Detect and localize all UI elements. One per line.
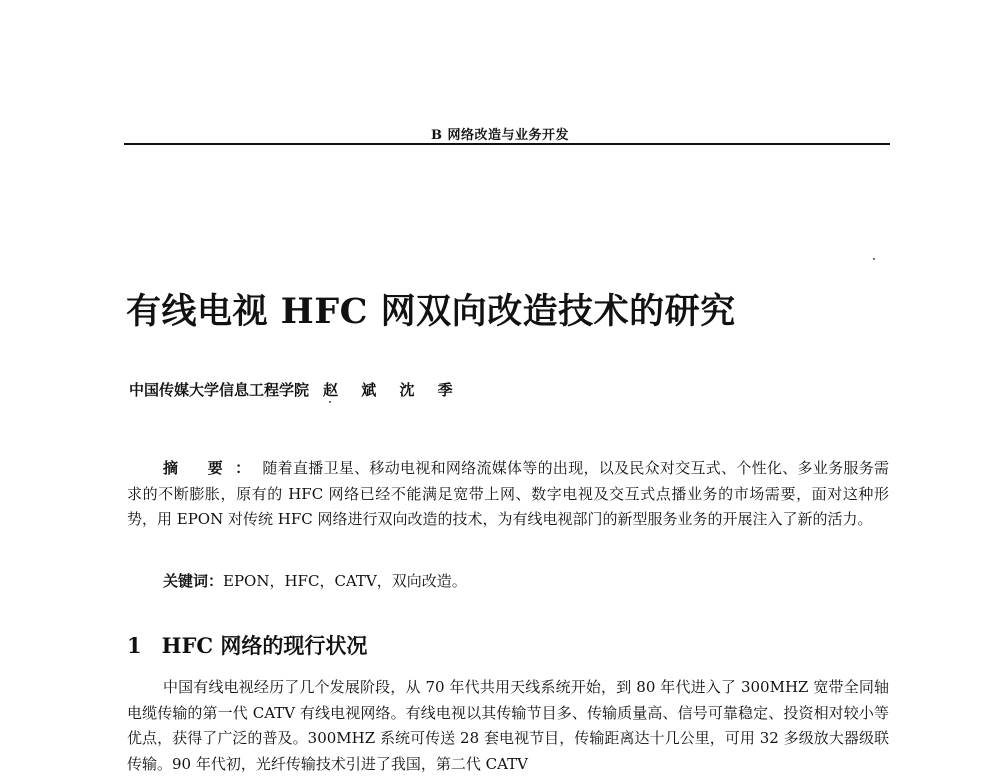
abstract-label: 摘 要： [163,459,263,477]
section-title: HFC 网络的现行状况 [161,633,368,658]
keywords [163,569,467,595]
header-rule [124,143,890,145]
running-header: B 网络改造与业务开发 [430,128,569,143]
body-paragraph: 中国有线电视经历了几个发展阶段，从 70 年代共用天线系统开始，到 80 年代进入了 300MHZ 宽带全同轴电缆传输的第一代 CATV 有线电视网络。有线电视以其传输节目多、传输质量高、信号可靠稳定、投资相对较小等优点，获得了广泛的普及。300MHZ 系统可传送 28 套电视节目，传输距离达十几公里，可用 32 多级放大器级联传输。90 年代初，光纤传输技术引进了我国，第二代 CATV [127,678,889,774]
section-number: 1 [127,633,142,658]
author-line [129,379,457,400]
scan-speck [329,401,331,403]
paper-title: 有线电视 HFC 网双向改造技术的研究 [126,291,736,332]
abstract-text: 随着直播卫星、移动电视和网络流媒体等的出现，以及民众对交互式、个性化、多业务服务需求的不断膨胀，原有的 HFC 网络已经不能满足宽带上网、数字电视及交互式点播业务的市场需要，面对这种形势，用 EPON 对传统 HFC 网络进行双向改造的技术，为有线电视部门的新型服务业务的开展注入了新的活力。 [127,459,889,529]
affiliation: 中国传媒大学信息工程学院 [129,381,310,399]
keywords-text: EPON，HFC，CATV，双向改造。 [223,572,467,590]
scan-speck [873,258,875,260]
author-names: 赵 斌 沈 季 [323,381,457,399]
abstract [127,456,889,533]
keywords-label: 关键词： [163,572,224,590]
section-heading [127,630,367,660]
